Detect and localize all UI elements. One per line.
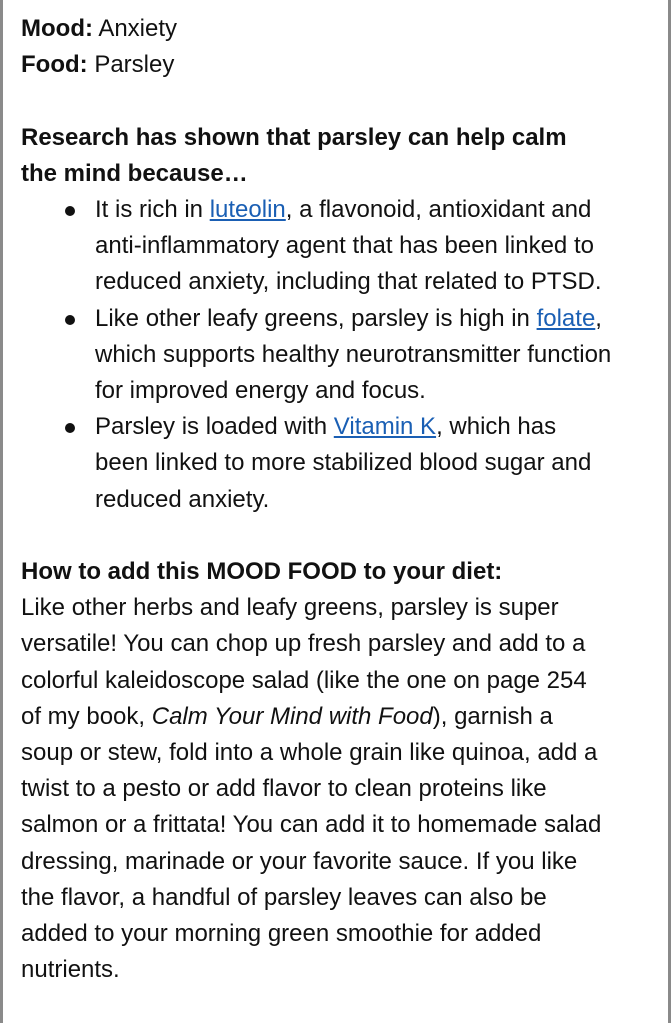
list-item: [21, 192, 661, 301]
bullet-text: Parsley is loaded with: [95, 413, 334, 441]
bullet-text: It is rich in: [95, 196, 210, 223]
food-value: Parsley: [94, 51, 175, 79]
bullet-text: , which has: [436, 413, 557, 441]
spacer: [21, 518, 661, 554]
howto-line: salmon or a frittata! You can add it to homemade salad: [21, 811, 602, 839]
research-bullet-list: [21, 192, 661, 518]
howto-line: [21, 699, 661, 735]
bullet-text: , a flavonoid, antioxidant and: [285, 196, 592, 223]
howto-line: soup or stew, fold into a whole grain like quinoa, add a: [21, 739, 598, 767]
bullet-icon: [65, 206, 75, 216]
bullet-text: ,: [595, 304, 602, 332]
vitamin-k-link[interactable]: Vitamin K: [333, 413, 437, 441]
bullet-text: reduced anxiety.: [95, 485, 270, 513]
howto-line: added to your morning green smoothie for added: [21, 920, 542, 948]
bullet-text: reduced anxiety, including that related to PTSD.: [95, 268, 602, 296]
bullet-text: for improved energy and focus.: [95, 377, 426, 405]
luteolin-link[interactable]: luteolin: [209, 196, 286, 223]
article-content: [21, 11, 661, 988]
howto-line: Like other herbs and leafy greens, parsley is super: [21, 594, 559, 622]
spacer: [21, 83, 661, 119]
research-heading-line-1: Research has shown that parsley can help calm: [21, 123, 567, 151]
list-item: [21, 301, 661, 410]
howto-line: dressing, marinade or your favorite sauce. If you like: [21, 847, 578, 875]
mood-line: [21, 11, 661, 47]
mood-label: Mood:: [21, 15, 93, 42]
howto-line: twist to a pesto or add flavor to clean proteins like: [21, 775, 547, 803]
food-line: [21, 47, 661, 83]
food-label: Food:: [21, 51, 88, 79]
bullet-text: anti-inflammatory agent that has been linked to: [95, 232, 594, 260]
bullet-text: been linked to more stabilized blood sugar and: [95, 449, 592, 477]
book-title: Calm Your Mind with Food: [151, 702, 433, 730]
folate-link[interactable]: folate: [536, 304, 596, 332]
list-item: [21, 409, 661, 518]
research-heading-line-2: the mind because…: [21, 159, 248, 187]
mood-value: Anxiety: [98, 15, 178, 42]
howto-heading: How to add this MOOD FOOD to your diet:: [21, 558, 503, 586]
howto-text: ), garnish a: [432, 702, 553, 730]
howto-line: colorful kaleidoscope salad (like the one on page 254: [21, 666, 587, 694]
howto-line: nutrients.: [21, 956, 120, 984]
howto-line: the flavor, a handful of parsley leaves can also be: [21, 883, 547, 911]
bullet-text: which supports healthy neurotransmitter function: [95, 340, 612, 368]
howto-text: of my book,: [21, 702, 152, 730]
bullet-icon: [65, 423, 75, 433]
bullet-text: Like other leafy greens, parsley is high in: [95, 304, 537, 332]
bullet-icon: [65, 315, 75, 325]
howto-line: versatile! You can chop up fresh parsley and add to a: [21, 630, 586, 658]
